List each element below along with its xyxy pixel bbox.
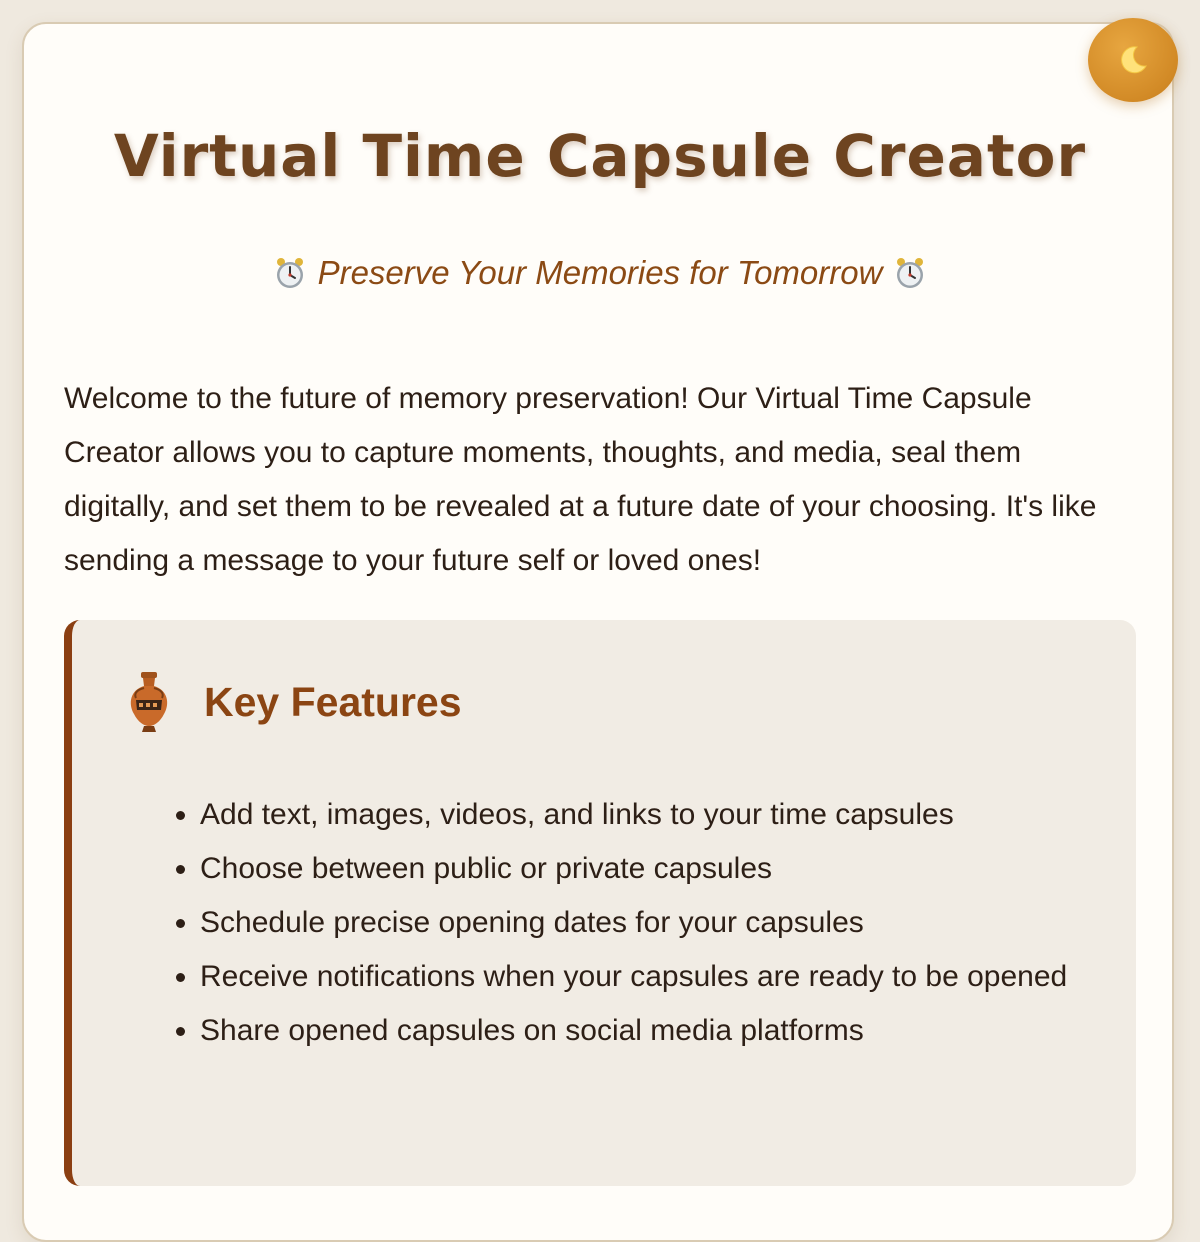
- moon-icon: [1117, 44, 1149, 76]
- theme-toggle-button[interactable]: [1088, 18, 1178, 102]
- subtitle-text: Preserve Your Memories for Tomorrow: [317, 254, 883, 291]
- alarm-clock-icon: [272, 255, 308, 291]
- feature-item: • Receive notifications when your capsules are ready to be opened: [200, 950, 1080, 1004]
- page-subtitle: [0, 254, 1200, 292]
- feature-item: • Choose between public or private capsules: [200, 842, 1080, 896]
- page-title: Virtual Time Capsule Creator: [113, 122, 1087, 190]
- features-list: [152, 788, 1080, 1058]
- alarm-clock-icon: [892, 255, 928, 291]
- feature-item: • Schedule precise opening dates for your capsules: [200, 896, 1080, 950]
- features-header: [124, 670, 462, 734]
- key-features-panel: [64, 620, 1136, 1186]
- intro-paragraph: Welcome to the future of memory preservation! Our Virtual Time Capsule Creator allows you to capture moments, thoughts, and media, seal them digitally, and set them to be revealed at a future date of your choosing. It's like sending a message to your future self or loved ones!: [64, 382, 1097, 577]
- features-title: Key Features: [204, 678, 462, 725]
- amphora-icon: [124, 670, 174, 734]
- feature-item: • Share opened capsules on social media platforms: [200, 1004, 1080, 1058]
- feature-item: • Add text, images, videos, and links to your time capsules: [200, 788, 1080, 842]
